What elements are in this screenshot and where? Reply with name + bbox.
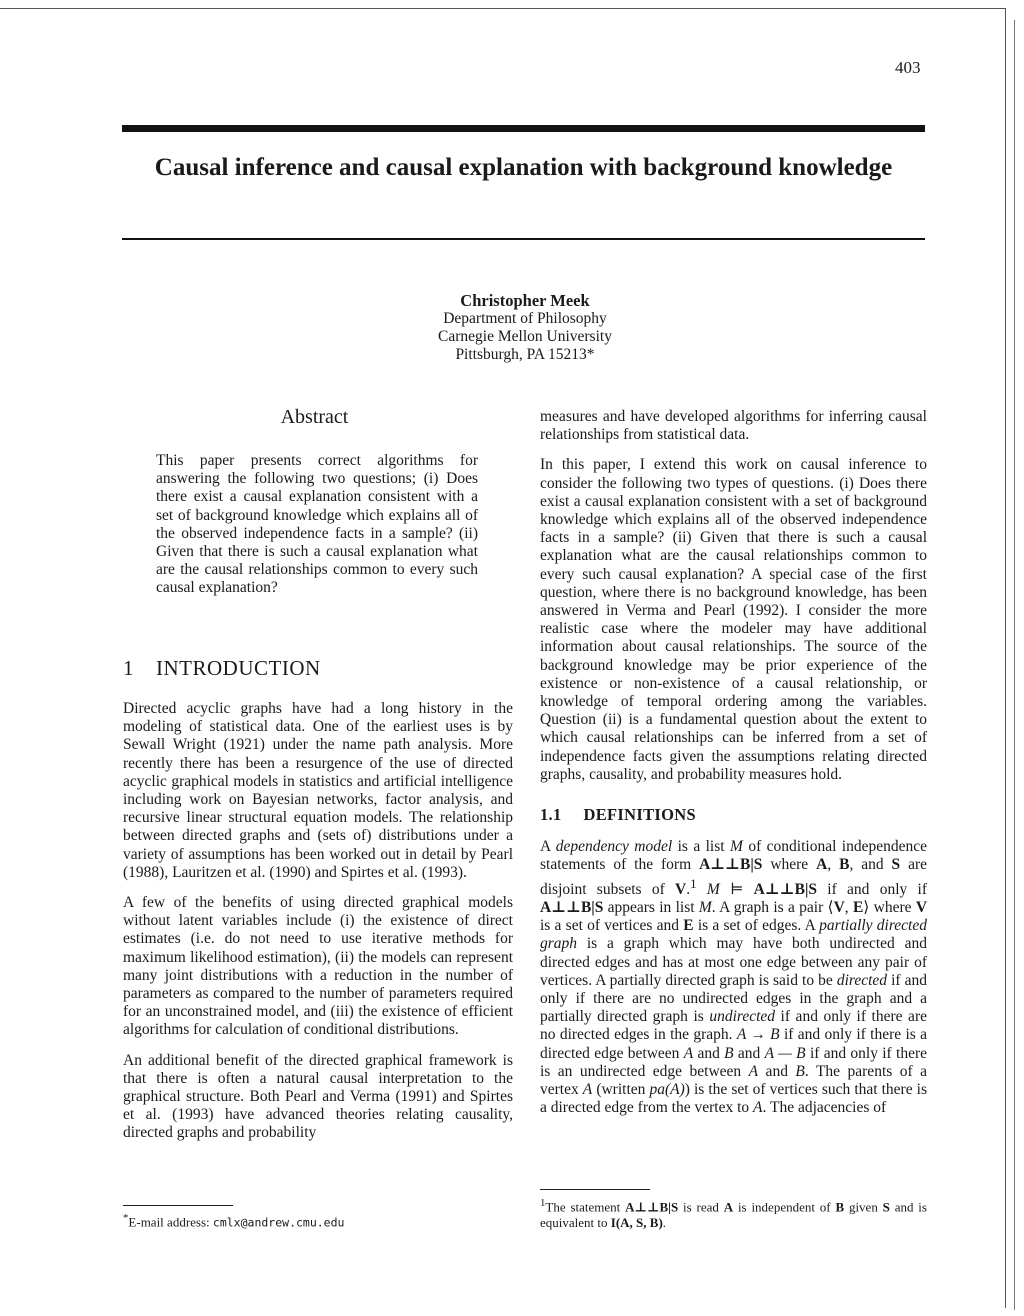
footnote-text: The statement (545, 1199, 626, 1215)
definitions-text: appears in list (603, 899, 699, 917)
definitions-text: A (540, 838, 556, 856)
footnote-text: is independent of (733, 1199, 836, 1215)
definitions-text: ⟩ where (863, 899, 916, 917)
footnote-rule-right (540, 1189, 650, 1190)
symbol-B-italic: B (724, 1044, 734, 1062)
abstract-text: This paper presents correct algorithms for answering the following two questions; (i) Does there exist a causal explanation consistent with a set of background knowledge which explains all of the observed independence facts in a sample? (ii) Given that there is such a causal explanation what are the causal relationships common to every such causal explanation? (156, 452, 478, 597)
symbol-A-italic: A (753, 1099, 763, 1117)
definitions-text: and (733, 1044, 765, 1062)
symbol-B: B (839, 856, 850, 874)
author-university: Carnegie Mellon University (438, 328, 612, 345)
definitions-text: if and only if there is a directed edge between (540, 1026, 927, 1062)
math-independence: A⊥⊥B|S (699, 856, 763, 874)
footnote-text: . (662, 1215, 667, 1231)
footnote-star: * (123, 1212, 129, 1224)
symbol-M: M (730, 838, 743, 856)
term-undirected: undirected (709, 1008, 776, 1026)
author-address: Pittsburgh, PA 15213* (455, 346, 595, 363)
symbol-V: V (915, 899, 928, 917)
section-number: 1 (123, 656, 134, 680)
symbol-A-italic: A (748, 1062, 759, 1080)
definitions-text: , (827, 856, 840, 874)
symbol-V: V (675, 880, 687, 898)
definitions-text: is a list (672, 838, 730, 856)
footnote-rule-left (123, 1205, 233, 1206)
definitions-text: is a graph which may have both undirected and directed edges and has at most one edge between any pair of vertices. A partially directed graph is said to be (540, 935, 927, 989)
subsection-number: 1.1 (540, 805, 562, 825)
definitions-text: . The adjacencies of (762, 1099, 887, 1117)
definitions-text: and (693, 1044, 725, 1062)
intro-continuation: measures and have developed algorithms for inferring causal relationships from statistical data. (540, 408, 927, 444)
footnote-email (123, 1212, 344, 1230)
intro-paragraph-2: A few of the benefits of using directed graphical models without latent variables include (i) the existence of direct estimates (i.e. do not need to use iterative methods for maximum likelihood estimation), (ii) the models can represent many joint distributions with a reduction in the number of parameters as compared to the number of parameters required for an unconstrained model, and (iii) the existence of efficient algorithms for calculation of conditional distributions. (123, 894, 513, 1039)
symbol-A: A (723, 1199, 734, 1215)
right-column (540, 408, 927, 1129)
symbol-M: M (706, 880, 720, 898)
intro-paragraph-4: In this paper, I extend this work on causal inference to consider the following two types of questions. (i) Does there exist a causal explanation consistent with a set of background knowledge which explains all of the observed independence facts in a sample? (ii) Given that there is such a causal explanation what are the causal relationships common to every such causal explanation? A special case of the first question, where there is no background knowledge, has been answered in Verma and Pearl (1992). I consider the more realistic case where the modeler may have additional information about causal relationships. The source of the background knowledge may be prior experience of the existence or non-existence of a causal relationship, or knowledge of temporal ordering among the variables. Question (ii) is a fundamental question about the extent to which causal relationships can be inferred from a set of independence facts given the assumptions relating directed graphs, causality, and probability measures hold. (540, 456, 927, 783)
definitions-text: and (758, 1062, 796, 1080)
scan-edge-top (0, 8, 1005, 9)
symbol-V: V (833, 899, 845, 917)
title-rule-bottom (122, 238, 925, 240)
term-partially-directed-graph: partially directed graph (540, 917, 927, 953)
definitions-text: if and only if there are no undirected edges in the graph and a partially directed graph is (540, 971, 927, 1026)
symbol-B-italic: B (795, 1062, 805, 1080)
definitions-text: where (762, 856, 817, 874)
symbol-E: E (852, 899, 864, 917)
subsection-heading-definitions (540, 806, 927, 824)
section-heading-introduction (123, 656, 321, 681)
definitions-text: of conditional independence statements of the form (540, 838, 927, 874)
definitions-text: . The parents of a vertex (540, 1062, 928, 1099)
footnote-email-address: cmlx@andrew.cmu.edu (212, 1215, 345, 1230)
title-rule-top (122, 125, 925, 132)
definitions-text: ⊨ (719, 880, 754, 898)
math-independence: A⊥⊥B|S (753, 880, 817, 898)
intro-paragraph-3: An additional benefit of the directed graphical framework is that there is often a natural causal interpretation to the graphical structure. Both Pearl and Verma (1991) and Spirtes et al. (1993) have advanced theories relating causality, directed graphs and probability (123, 1051, 513, 1142)
definitions-text: if and only if there is an undirected edge between (540, 1044, 927, 1080)
symbol-A-italic: A (683, 1044, 694, 1062)
footnote-text: given (844, 1199, 883, 1215)
page-number: 403 (895, 58, 921, 77)
footnote-text: and is equivalent to (540, 1199, 927, 1231)
symbol-S: S (882, 1199, 890, 1215)
symbol-E: E (683, 917, 694, 935)
math-independence: A⊥⊥B|S (625, 1199, 679, 1215)
author-department: Department of Philosophy (443, 310, 607, 327)
left-column (123, 700, 513, 1155)
footnote-email-label: E-mail address: (128, 1214, 213, 1230)
symbol-B: B (835, 1199, 845, 1215)
math-independence: A⊥⊥B|S (540, 899, 604, 917)
term-directed: directed (836, 971, 888, 989)
definitions-text: (written (592, 1081, 650, 1099)
section-title: INTRODUCTION (156, 656, 321, 680)
footnote-marker: 1 (690, 875, 697, 891)
definitions-text: if and only if there are no directed edges in the graph. (540, 1008, 927, 1044)
term-dependency-model: dependency model (555, 838, 673, 856)
abstract-heading: Abstract (280, 406, 349, 428)
author-name: Christopher Meek (460, 291, 590, 310)
definitions-text: , and (849, 856, 892, 874)
footnote-number: 1 (540, 1197, 546, 1209)
symbol-A: A (816, 856, 828, 874)
definitions-text: are disjoint subsets of (540, 856, 928, 898)
subsection-title: DEFINITIONS (583, 805, 696, 825)
definitions-text: , (844, 899, 853, 917)
math-directed-edge: A → B (736, 1026, 780, 1044)
math-undirected-edge: A — B (764, 1044, 806, 1062)
symbol-A-italic: A (582, 1081, 593, 1099)
definitions-text: is a set of vertices and (540, 917, 684, 935)
definitions-text: . A graph is a pair ⟨ (711, 899, 834, 917)
definitions-text: ) is the set of vertices such that there is a directed edge from the vertex to (540, 1081, 927, 1117)
symbol-S: S (891, 856, 901, 874)
symbol-M: M (698, 899, 712, 917)
math-parents: pa(A) (649, 1081, 685, 1099)
definitions-paragraph (540, 838, 927, 1117)
scan-edge-right-outer (1014, 20, 1015, 1310)
footnote-1 (540, 1195, 927, 1231)
paper-title: Causal inference and causal explanation with background knowledge (154, 154, 893, 181)
math-independence-function: I(A, S, B) (610, 1215, 663, 1231)
definitions-text: is a set of edges. A (693, 917, 820, 935)
intro-paragraph-1: Directed acyclic graphs have had a long history in the modeling of statistical data. One of the earliest uses is by Sewall Wright (1921) under the name path analysis. More recently there has been a resurgence of the use of directed acyclic graphical models in statistics and artificial intelligence including work on Bayesian networks, factor analysis, and recursive linear structural equation models. The relationship between directed graphs and (sets of) distributions under a variety of assumptions has been worked out in detail by Pearl (1988), Lauritzen et al. (1990) and Spirtes et al. (1993). (123, 700, 513, 881)
footnote-text: is read (678, 1199, 724, 1215)
definitions-text: . (686, 880, 691, 898)
scan-edge-right (1005, 8, 1006, 1308)
definitions-text: if and only if (817, 880, 927, 898)
author-block (330, 292, 720, 364)
